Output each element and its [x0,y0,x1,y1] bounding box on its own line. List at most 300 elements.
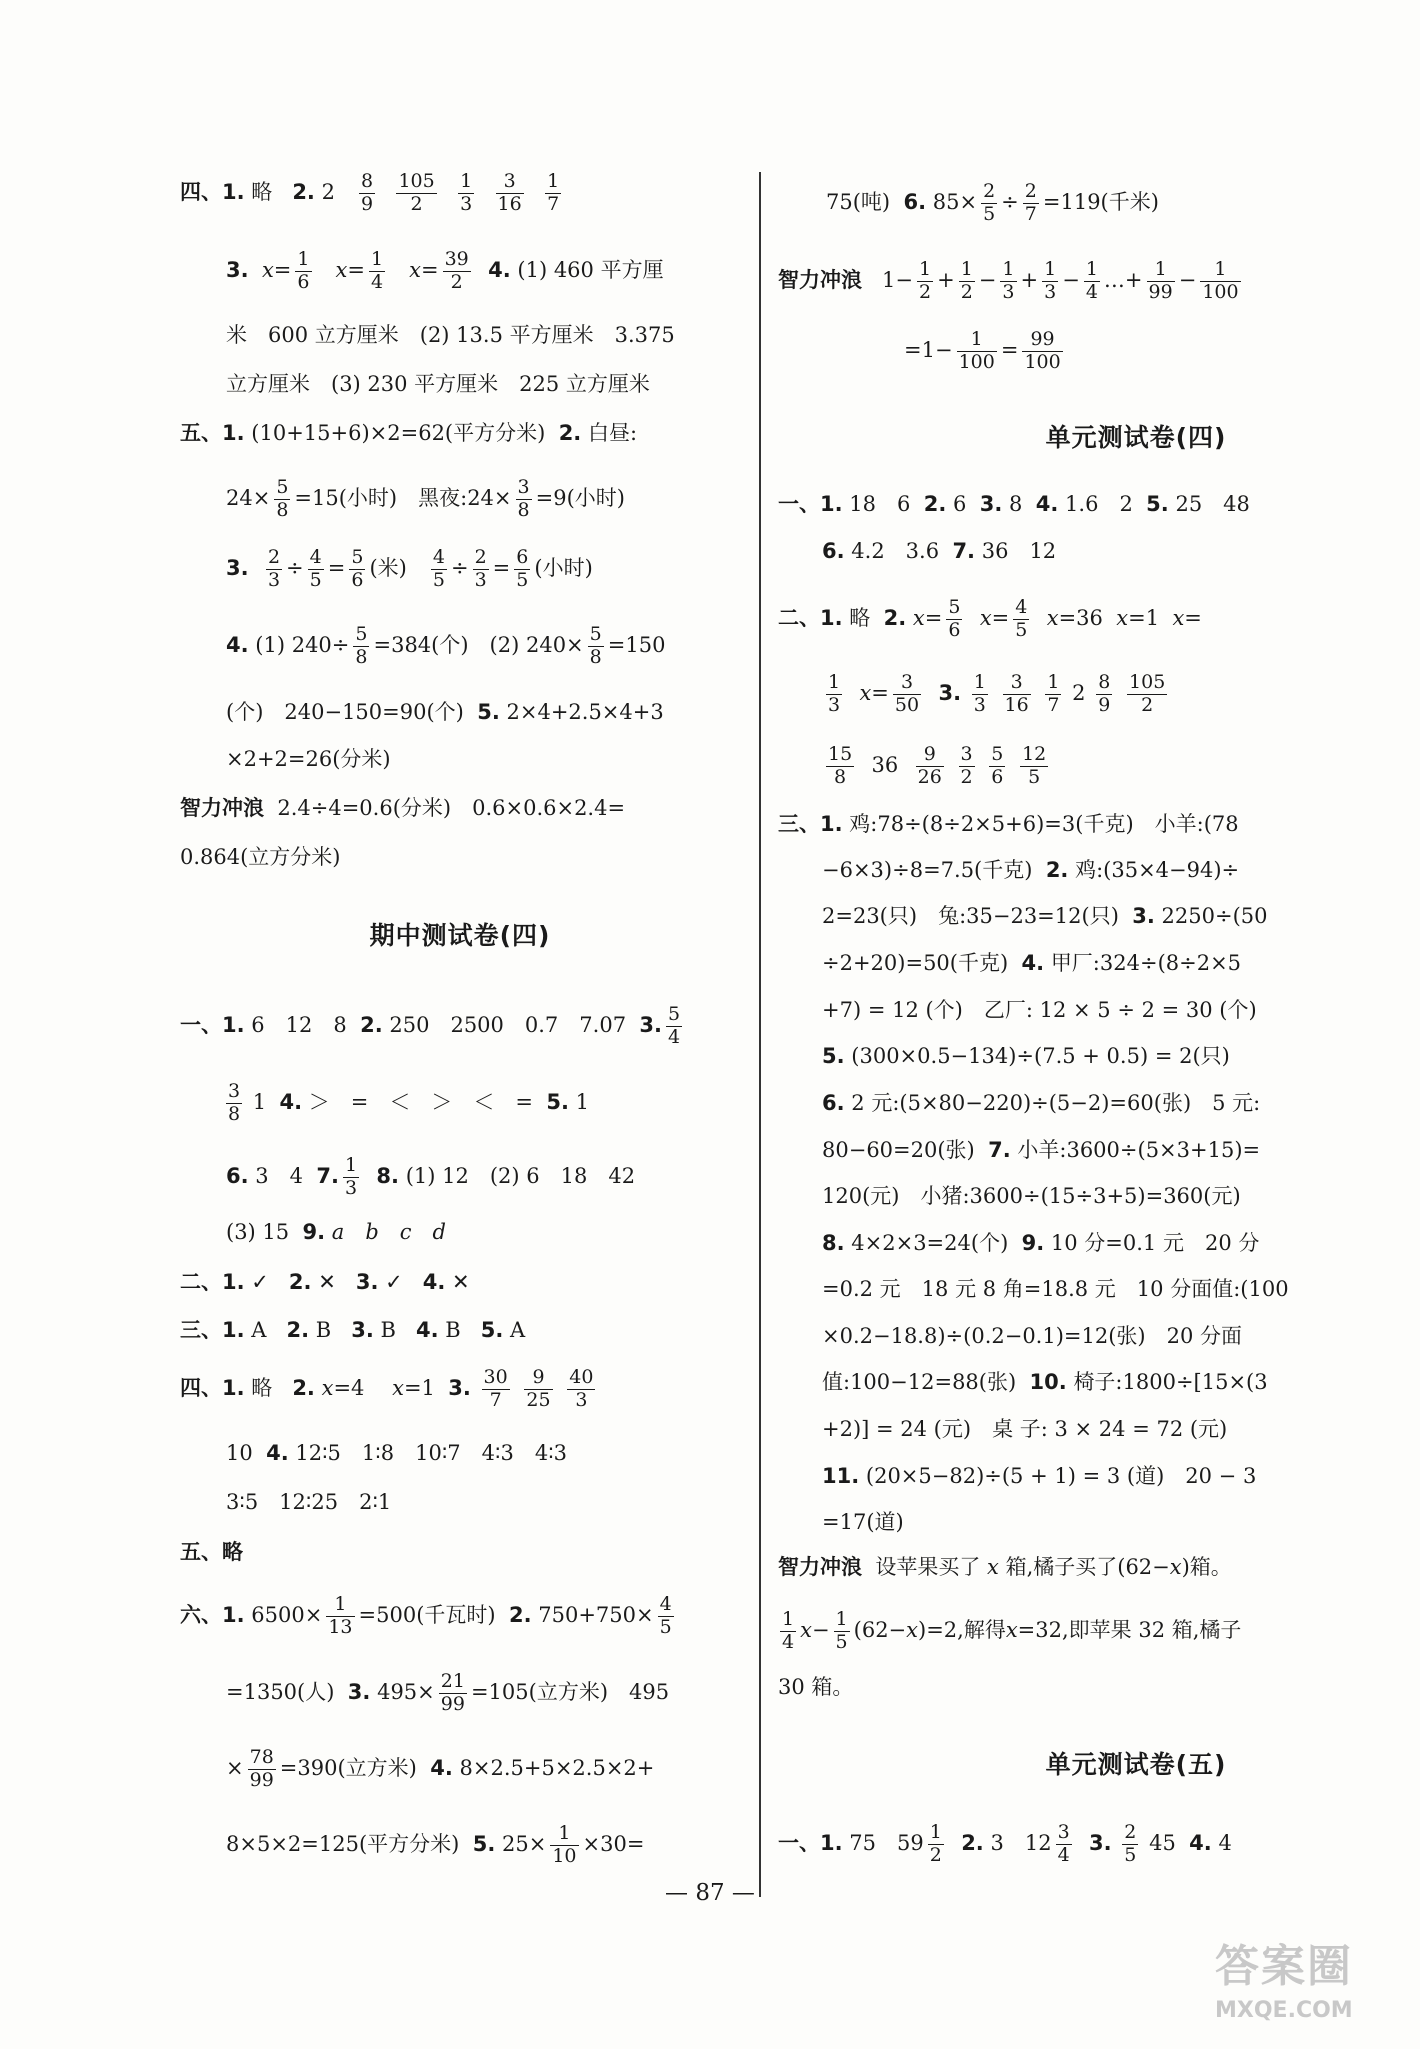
item-number: 2. [923,492,947,516]
equals: = [492,555,511,580]
answer-text: 3 12 [990,1830,1052,1855]
page-number: — 87 — [665,1880,755,1906]
answer-text: 值:100−12=88(张) [822,1370,1017,1394]
answer-text: 495× [377,1679,435,1704]
answer-line [180,1005,686,1048]
answer-text: 4×2×3=24(个) [851,1231,1009,1255]
answer-line [822,1093,1260,1114]
answer-text: (300×0.5−134)÷(7.5 + 0.5) = 2(只) [851,1044,1230,1068]
answer-text: B [445,1318,461,1342]
fraction: $\frac{3}{8}$ [228,1080,241,1125]
answer-text: 略 [251,179,273,204]
answer-text: 10 分=0.1 元 20 分 [1050,1231,1260,1255]
item-number: 4. [1021,951,1045,975]
fraction: $\frac{1}{3}$ [1002,258,1015,303]
answer-text: =15(小时) 黑夜:24× [294,485,512,510]
fraction: $\frac{3}{16}$ [497,170,522,215]
fraction: $\frac{2}{5}$ [1124,1821,1137,1866]
item-number: 8. [376,1163,400,1188]
answer-text: A [251,1318,267,1342]
fraction: $\frac{8}{9}$ [1098,671,1111,716]
answer-text: 白昼: [587,421,638,445]
operator: − [811,1617,830,1642]
variable: x [987,1555,999,1579]
answer-line: +2)] = 24 (元) 桌 子: 3 × 24 = 72 (元) [822,1417,1228,1441]
answer-text: =32,即苹果 32 箱,橘子 [1017,1617,1242,1642]
variable: x [261,257,274,282]
variable: x [906,1617,918,1642]
answer-text: 4 [1218,1830,1232,1855]
answer-text: 1− [882,267,913,292]
equals: = [327,555,346,580]
answer-line [226,1672,669,1715]
item-number: 2. [1045,858,1069,882]
answer-line: 30 箱。 [778,1675,854,1699]
variable: x [800,1617,812,1642]
section-label: 智力冲浪 [180,796,264,820]
item-number: 6. [903,189,927,214]
answer-text: 85× [932,189,978,214]
answer-line [822,1046,1230,1067]
item-number: 2. [360,1012,383,1037]
operator: − [978,267,997,292]
answer-line: =0.2 元 18 元 8 角=18.8 元 10 分面值:(100 [822,1277,1289,1301]
answer-line [822,745,1052,788]
answer-text: 6 12 8 [251,1012,347,1037]
section-heading: 单元测试卷(五) [1045,1750,1227,1779]
fraction: $\frac{1}{2}$ [960,258,973,303]
item-number: 六、1. [180,1602,245,1627]
variable: x [409,257,421,282]
answer-line [226,1443,567,1464]
answer-line [226,1156,635,1199]
answer-line [822,1466,1256,1487]
fraction: $\frac{5}{6}$ [351,546,364,591]
fraction: $\frac{1}{5}$ [835,1608,848,1653]
fraction: $\frac{1}{10}$ [552,1822,577,1867]
fraction: $\frac{1}{7}$ [1047,671,1060,716]
answer-text: 小羊:3600÷(5×3+15)= [1017,1138,1261,1162]
fraction: $\frac{9}{25}$ [526,1366,551,1411]
fraction: $\frac{5}{8}$ [276,476,289,521]
answer-text: 25× [501,1831,547,1856]
fraction: $\frac{6}{5}$ [516,546,529,591]
item-number: 2. [288,1270,312,1294]
item-number: 2. [508,1602,532,1627]
fraction: $\frac{5}{4}$ [668,1003,681,1048]
item-number: 3. [347,1679,371,1704]
answer-text: 36 [871,752,899,777]
answer-line: ×0.2−18.8)÷(0.2−0.1)=12(张) 20 分面 [822,1324,1243,1348]
answer-line [822,1140,1260,1161]
fraction: $\frac{5}{8}$ [355,623,368,668]
item-number: 四、1. [180,179,245,204]
item-number: 4. [279,1089,303,1114]
answer-text: 45 [1149,1830,1176,1855]
answer-text: 24× [226,485,271,510]
operator: ÷ [450,555,469,580]
fraction: $\frac{1}{4}$ [370,248,384,293]
answer-text: 箱,橘子买了(62− [1005,1555,1170,1579]
variable: x [1046,605,1059,630]
variable: x [859,680,872,705]
answer-line: 米 600 立方厘米 (2) 13.5 平方厘米 3.375 [226,323,675,347]
answer-text: (1) 460 平方厘 [517,257,664,282]
fraction: $\frac{15}{8}$ [828,743,853,788]
section-label: 智力冲浪 [778,1555,862,1579]
answer-line [226,250,664,293]
item-number: 9. [1021,1231,1045,1255]
answer-line: 3∶5 12∶25 2∶1 [226,1490,392,1514]
fraction: $\frac{1}{7}$ [547,170,560,215]
answer-text: 设苹果买了 [875,1555,981,1579]
item-number: 3. [448,1375,471,1400]
fraction: $\frac{5}{6}$ [948,596,961,641]
answer-text: 8×5×2=125(平方分米) [226,1831,460,1856]
item-number: 11. [822,1464,860,1488]
fraction: $\frac{3}{8}$ [517,476,530,521]
fraction: $\frac{1}{4}$ [1085,258,1098,303]
operator: …+ [1103,267,1143,292]
item-number: 6. [822,539,845,563]
fraction: $\frac{1}{13}$ [328,1593,353,1638]
answer-text: =1 [1128,605,1160,630]
answer-line [778,1557,1232,1578]
fraction: $\frac{3}{16}$ [1004,671,1029,716]
answer-line [180,1320,525,1341]
fraction: $\frac{1}{3}$ [460,170,473,215]
answer-text: 1 [575,1089,590,1114]
answer-line [226,1824,644,1867]
item-number: 5. [477,700,500,724]
answer-text: ×30= [582,1831,645,1856]
cross-mark: ✕ [318,1270,336,1294]
answer-text: 2 元:(5×80−220)÷(5−2)=60(张) 5 元: [851,1091,1261,1115]
item-number: 5. [546,1089,569,1114]
answer-text: =150 [607,632,666,657]
answer-line: 立方厘米 (3) 230 平方厘米 225 立方厘米 [226,372,650,396]
unit: (米) [369,555,407,580]
answer-text: =1 [403,1375,435,1400]
fraction: $\frac{1}{4}$ [782,1608,795,1653]
item-number: 4. [415,1318,439,1342]
answer-text: (3) 15 [226,1220,290,1244]
item-number: 9. [302,1220,326,1244]
item-number: 2. [961,1830,984,1855]
answer-text: =390(立方米) [279,1755,417,1780]
operator: ÷ [286,555,304,580]
answer-text: 1.6 2 [1065,492,1133,516]
fraction: $\frac{105}{2}$ [1129,671,1166,716]
item-number: 10. [1029,1370,1067,1394]
answer-text: 8 [1009,492,1023,516]
item-number: 4. [1189,1830,1212,1855]
item-number: 6. [226,1163,249,1188]
item-number: 一、1. [180,1012,245,1037]
answer-text: 鸡:(35×4−94)÷ [1075,858,1240,882]
variable: x [1005,1617,1018,1642]
variable: x [1172,605,1185,630]
item-number: 3. [226,555,249,580]
fraction: $\frac{4}{5}$ [309,546,322,591]
fraction: $\frac{99}{100}$ [1024,328,1061,373]
item-number: 四、1. [180,1375,245,1400]
answer-text: 750+750× [538,1602,654,1627]
equals: = [273,257,292,282]
answer-line [822,673,1171,716]
answer-text: =384(个) (2) 240× [373,632,584,657]
answer-line [226,548,593,591]
item-number: 3. [1132,904,1155,928]
answer-text: (1) 240÷ [255,632,350,657]
answer-text: B [315,1318,332,1342]
item-number: 3. [1089,1830,1112,1855]
variable: x [1116,605,1129,630]
item-number: 7. [988,1138,1011,1162]
answer-line [822,953,1241,974]
answer-text: )=2,解得 [918,1617,1006,1642]
fraction: $\frac{1}{3}$ [344,1154,358,1199]
answer-text: 2 [321,179,335,204]
variable: x [912,605,925,630]
fraction: $\frac{1}{6}$ [297,248,310,293]
fraction: $\frac{12}{5}$ [1022,743,1047,788]
operator: + [937,267,955,292]
answer-text: =500(千瓦时) [358,1602,496,1627]
answer-text: =4 [333,1375,386,1400]
answer-line [826,182,1159,225]
fraction: $\frac{1}{2}$ [929,1821,942,1866]
item-number: 2. [292,179,315,204]
answer-line [222,1082,589,1125]
answer-text: =36 [1058,605,1103,630]
answer-text: 6 [953,492,967,516]
answer-text: 8×2.5+5×2.5×2+ [459,1755,655,1780]
item-number: 8. [822,1231,845,1255]
answer-text: (62− [853,1617,907,1642]
answer-text: A [510,1318,526,1342]
item-number: 3. [938,680,962,705]
fraction: $\frac{4}{5}$ [432,546,445,591]
answer-text: 2 [1072,680,1086,705]
unit: (小时) [534,555,593,580]
answer-text: 18 6 [849,492,911,516]
answer-line [822,860,1239,881]
answer-text: =1350(人) [226,1679,335,1704]
operator: − [1178,267,1197,292]
answer-text: (1) 12 (2) 6 18 42 [405,1163,636,1188]
answer-text: 椅子:1800÷[15×(3 [1073,1370,1268,1394]
fraction: $\frac{3}{50}$ [894,671,920,716]
answer-text: 75(吨) [826,189,891,214]
section-heading: 单元测试卷(四) [1045,423,1227,452]
answer-text: 3 4 [255,1163,304,1188]
fraction: $\frac{9}{26}$ [917,743,942,788]
answer-line [822,541,1056,562]
variable: x [979,605,992,630]
fraction: $\frac{30}{7}$ [483,1366,508,1411]
fraction: $\frac{4}{5}$ [1015,596,1028,641]
item-number: 2. [883,605,907,630]
answer-text: −6×3)÷8=7.5(千克) [822,858,1033,882]
answer-text: 75 59 [849,1830,924,1855]
answer-text: =119(千米) [1042,189,1159,214]
fraction: $\frac{105}{2}$ [398,170,435,215]
item-number: 五、1. [180,421,245,445]
fraction: $\frac{40}{3}$ [569,1366,594,1411]
answer-text: 12∶5 1∶8 10∶7 4∶3 4∶3 [295,1441,568,1465]
answer-text: 略 [849,605,871,630]
item-number: 6. [822,1091,845,1115]
answer-text: 2×4+2.5×4+3 [506,700,664,724]
answer-text: 鸡:78÷(8÷2×5+6)=3(千克) 小羊:(78 [849,812,1239,836]
operator: × [226,1755,244,1780]
answer-text: B [380,1318,396,1342]
item-number: 3. [226,257,249,282]
answer-text: a b c d [331,1220,446,1244]
fraction: $\frac{5}{8}$ [589,623,602,668]
fraction: $\frac{1}{2}$ [919,258,932,303]
item-number: 三、1. [778,812,843,836]
answer-line [822,906,1268,927]
variable: x [392,1375,404,1400]
item-number: 4. [422,1270,446,1294]
item-number: 4. [488,257,511,282]
equals: = [871,680,889,705]
answer-line [822,1233,1259,1254]
answer-line [778,598,1202,641]
answer-text: =9(小时) [535,485,625,510]
answer-text: 36 12 [981,539,1057,563]
item-number: 一、1. [778,492,843,516]
answer-text: 4.2 3.6 [851,539,940,563]
item-number: 3. [639,1012,663,1037]
item-number: 4. [1035,492,1059,516]
fraction: $\frac{4}{5}$ [659,1593,672,1638]
equals: = [347,257,365,282]
fraction: $\frac{3}{4}$ [1057,1821,1070,1866]
answer-line [180,423,637,444]
watermark-url: MXQE.COM [1215,1998,1353,2023]
equals: = [1184,605,1202,630]
item-number: 二、1. [778,605,843,630]
answer-line [226,478,625,521]
section-label: 智力冲浪 [778,267,862,292]
answer-line: +7) = 12 (个) 乙厂: 12 × 5 ÷ 2 = 30 (个) [822,998,1257,1022]
fraction: $\frac{1}{3}$ [973,671,986,716]
item-number: 5. [472,1831,496,1856]
item-number: 2. [558,421,582,445]
equals: = [924,605,943,630]
item-number: 5. [480,1318,504,1342]
answer-line [180,1368,599,1411]
answer-line [180,798,625,819]
answer-line [904,330,1067,373]
answer-text: ÷2+20)=50(千克) [822,951,1009,975]
check-mark: ✓ [251,1270,269,1294]
answer-line [822,1372,1268,1393]
item-number: 7. [316,1163,339,1188]
answer-line [226,702,664,723]
item-number: 2. [292,1375,315,1400]
item-number: 4. [226,632,249,657]
answer-text: ＞ = ＜ ＞ ＜ = [308,1089,533,1114]
answer-line: ×2+2=26(分米) [226,747,391,771]
variable: x [1169,1555,1182,1579]
answer-text: 2250÷(50 [1161,904,1268,928]
check-mark: ✓ [385,1270,403,1294]
answer-line: 0.864(立方分米) [180,845,341,869]
answer-line [226,625,665,668]
fraction: $\frac{78}{99}$ [249,1746,274,1791]
item-number: 3. [355,1270,379,1294]
answer-text: 略 [251,1375,273,1400]
answer-text: 10 [226,1441,253,1465]
equals: = [420,257,439,282]
fraction: $\frac{2}{3}$ [267,546,281,591]
fraction: $\frac{3}{2}$ [960,743,973,788]
answer-text: 80−60=20(张) [822,1138,975,1162]
equals: = [991,605,1010,630]
cross-mark: ✕ [452,1270,470,1294]
column-divider [759,172,761,1897]
answer-text: (20×5−82)÷(5 + 1) = 3 (道) 20 − 3 [865,1464,1257,1488]
answer-text: )箱。 [1181,1555,1232,1579]
item-number: 2. [286,1318,310,1342]
variable: x [335,257,348,282]
answer-text: (10+15+6)×2=62(平方分米) [251,421,546,445]
answer-line: 120(元) 小猪:3600÷(15÷3+5)=360(元) [822,1184,1241,1208]
answer-text: 6500× [251,1602,323,1627]
fraction: $\frac{2}{5}$ [983,180,996,225]
answer-text: 2=23(只) 兔:35−23=12(只) [822,904,1119,928]
item-number: 三、1. [180,1318,245,1342]
answer-line [226,1222,446,1243]
fraction: $\frac{1}{100}$ [1202,258,1239,303]
answer-text: (个) 240−150=90(个) [226,700,464,724]
answer-line [776,1610,1241,1653]
watermark-logo [1215,1930,1353,2023]
item-number: 3. [979,492,1003,516]
answer-line [778,494,1250,515]
answer-line [778,814,1239,835]
fraction: $\frac{2}{7}$ [1024,180,1037,225]
fraction: $\frac{21}{99}$ [440,1670,465,1715]
item-number: 3. [351,1318,374,1342]
answer-line [180,172,565,215]
fraction: $\frac{8}{9}$ [361,170,374,215]
item-number: 5. [822,1044,845,1068]
fraction: $\frac{1}{99}$ [1148,258,1173,303]
operator: − [1062,267,1080,292]
answer-text: 25 48 [1175,492,1250,516]
equals: = [1000,337,1019,362]
fraction: $\frac{2}{3}$ [474,546,487,591]
fraction: $\frac{1}{3}$ [1044,258,1057,303]
item-number: 二、1. [180,1270,245,1294]
item-number: 5. [1146,492,1169,516]
answer-text: 甲厂:324÷(8÷2×5 [1050,951,1242,975]
answer-text: =1− [904,337,953,362]
item-number: 一、1. [778,1830,843,1855]
answer-line [778,260,1245,303]
fraction: $\frac{5}{6}$ [991,743,1004,788]
operator: + [1020,267,1039,292]
operator: ÷ [1001,189,1019,214]
fraction: $\frac{39}{2}$ [444,248,469,293]
answer-line [778,1823,1232,1866]
item-number: 4. [266,1441,289,1465]
